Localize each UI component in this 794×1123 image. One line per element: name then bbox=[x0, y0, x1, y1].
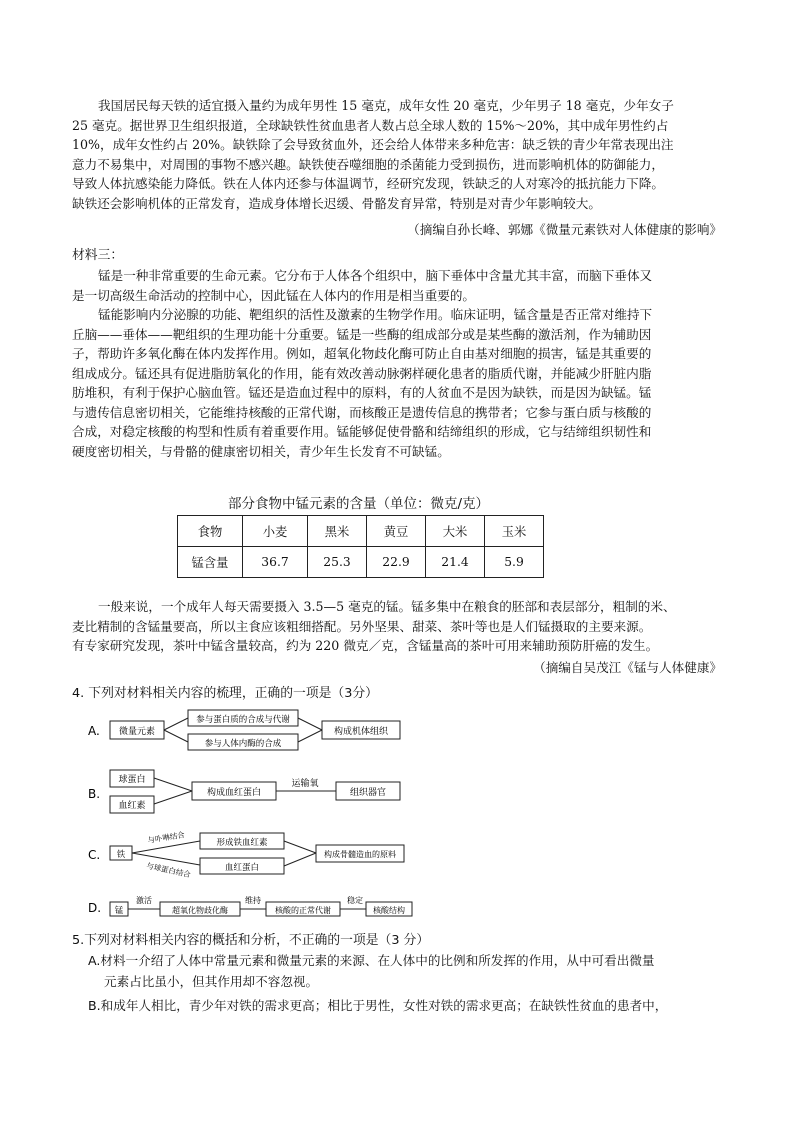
option-label: C. bbox=[88, 848, 101, 862]
edge-label: 稳定 bbox=[347, 896, 363, 905]
node-text: 球蛋白 bbox=[118, 775, 146, 785]
text-line: B.和成年人相比，青少年对铁的需求更高；相比于男性，女性对铁的需求更高；在缺铁性贫血的患者中， bbox=[88, 998, 668, 1013]
material3-heading: 材料三： bbox=[72, 248, 124, 263]
material3-paragraph-1 bbox=[72, 266, 722, 305]
edge-label: 激活 bbox=[136, 896, 152, 905]
material2-paragraph bbox=[72, 96, 722, 213]
table-cell: 5.9 bbox=[485, 547, 544, 578]
text-line: 意力不易集中，对周围的事物不感兴趣。缺铁使吞噬细胞的杀菌能力受到损伤，进而影响机体的防御能力， bbox=[72, 156, 664, 172]
node-text: 核酸结构 bbox=[373, 906, 405, 915]
q4-option-c[interactable] bbox=[88, 828, 418, 882]
manganese-table bbox=[177, 515, 544, 578]
text-line: 组成成分。锰还具有促进脂肪氧化的作用，能有效改善动脉粥样硬化患者的脂质代谢，并能减少肝脏内脂 bbox=[72, 365, 652, 381]
diagram-d bbox=[88, 894, 418, 920]
diagram-c bbox=[88, 828, 418, 878]
text-line: 合成，对稳定核酸的构型和性质有着重要作用。锰能够促使骨骼和结缔组织的形成，它与结缔组织韧性和 bbox=[72, 424, 652, 439]
material3-paragraph-2 bbox=[72, 305, 722, 461]
table-cell: 食物 bbox=[178, 516, 243, 547]
diagram-a bbox=[88, 708, 418, 754]
node-text: 超氧化物歧化酶 bbox=[172, 906, 228, 915]
edge-label: 与球蛋白结合 bbox=[145, 861, 192, 878]
q4-option-a[interactable] bbox=[88, 708, 418, 758]
text-line: 锰能影响内分泌腺的功能、靶组织的活性及激素的生物学作用。临床证明，锰含量是否正常对维持下 bbox=[98, 307, 653, 322]
option-label: D. bbox=[88, 901, 102, 915]
connector bbox=[164, 718, 188, 742]
table-cell: 锰含量 bbox=[178, 547, 243, 578]
q4-option-b[interactable] bbox=[88, 766, 418, 820]
table-cell: 小麦 bbox=[243, 516, 308, 547]
table-header-row bbox=[178, 516, 544, 547]
node-text: 构成骨髓造血的原料 bbox=[324, 850, 396, 859]
node-text: 锰 bbox=[114, 906, 124, 916]
node-text: 组织器官 bbox=[349, 788, 387, 798]
node-text: 核酸的正常代谢 bbox=[275, 906, 331, 915]
table-caption: 部分食物中锰元素的含量（单位：微克/克） bbox=[228, 496, 490, 512]
node-text: 血红蛋白 bbox=[224, 863, 260, 873]
node-text: 构成机体组织 bbox=[333, 727, 389, 737]
text-line: 子，帮助许多氧化酶在体内发挥作用。例如，超氧化物歧化酶可防止自由基对细胞的损害，锰是其重要的 bbox=[72, 346, 652, 361]
table-cell: 大米 bbox=[426, 516, 485, 547]
edge-label: 维持 bbox=[245, 896, 261, 905]
text-line: 元素占比虽小，但其作用却不容忽视。 bbox=[104, 974, 319, 989]
text-line: 麦比精制的含锰量要高，所以主食应该粗细搭配。另外坚果、甜菜、茶叶等也是人们锰摄取的主要来源。 bbox=[72, 618, 652, 634]
node-text: 参与蛋白质的合成与代谢 bbox=[196, 715, 290, 725]
material3-source: （摘编自吴茂江《锰与人体健康》 bbox=[533, 660, 722, 675]
table-cell: 21.4 bbox=[426, 547, 485, 578]
q5-option-b[interactable] bbox=[88, 995, 738, 1016]
text-line: 丘脑——垂体——靶组织的生理功能十分重要。锰是一些酶的组成部分或是某些酶的激活剂，作为辅助因 bbox=[72, 326, 652, 342]
text-line: 硬度密切相关，与骨骼的健康密切相关，青少年生长发育不可缺锰。 bbox=[72, 443, 450, 459]
table-cell: 黄豆 bbox=[367, 516, 426, 547]
option-label: A. bbox=[88, 724, 100, 738]
connector bbox=[154, 778, 192, 804]
node-text: 铁 bbox=[116, 850, 126, 860]
material3-paragraph-3 bbox=[72, 597, 722, 656]
node-text: 构成血红蛋白 bbox=[206, 788, 262, 798]
table-cell: 玉米 bbox=[485, 516, 544, 547]
q5-option-a[interactable] bbox=[88, 950, 738, 992]
question-5-stem: 5.下列对材料相关内容的概括和分析，不正确的一项是（3 分） bbox=[72, 933, 430, 948]
option-label: B. bbox=[88, 787, 101, 801]
table-cell: 黑米 bbox=[308, 516, 367, 547]
text-line: 缺铁还会影响机体的正常发育，造成身体增长迟缓、骨骼发育异常，特别是对青少年影响较大。 bbox=[72, 195, 601, 211]
question-4-stem: 4. 下列对材料相关内容的梳理，正确的一项是（3分） bbox=[72, 686, 378, 701]
text-line: 肪堆积，有利于保护心脑血管。锰还是造血过程中的原料，有的人贫血不是因为缺铁，而是因为缺锰。锰 bbox=[72, 385, 652, 400]
text-line: A.材料一介绍了人体中常量元素和微量元素的来源、在人体中的比例和所发挥的作用，从中可看出微量 bbox=[88, 953, 655, 968]
text-line: 我国居民每天铁的适宜摄入量约为成年男性 15 毫克，成年女性 20 毫克，少年男子 18 毫克，少年女子 bbox=[98, 98, 674, 113]
edge-label: 运输氧 bbox=[291, 779, 319, 789]
connector bbox=[284, 841, 316, 866]
table-cell: 36.7 bbox=[243, 547, 308, 578]
text-line: 导致人体抗感染能力降低。铁在人体内还参与体温调节，经研究发现，铁缺乏的人对寒冷的抵抗能力下降。 bbox=[72, 176, 664, 191]
node-text: 微量元素 bbox=[118, 727, 156, 737]
text-line: 锰是一种非常重要的生命元素。它分布于人体各个组织中，脑下垂体中含量尤其丰富，而脑下垂体又 bbox=[98, 268, 653, 283]
node-text: 形成铁血红素 bbox=[216, 838, 268, 848]
edge-label: 与卟啉结合 bbox=[146, 830, 186, 845]
text-line: 10%，成年女性约占 20%。缺铁除了会导致贫血外，还会给人体带来多种危害：缺乏铁的青少年常表现出注 bbox=[72, 137, 674, 152]
material2-source: （摘编自孙长峰、郭娜《微量元素铁对人体健康的影响》 bbox=[407, 222, 722, 237]
table-row bbox=[178, 547, 544, 578]
table-cell: 22.9 bbox=[367, 547, 426, 578]
node-text: 血红素 bbox=[118, 801, 146, 811]
text-line: 与遗传信息密切相关，它能维持核酸的正常代谢，而核酸正是遗传信息的携带者；它参与蛋白质与核酸的 bbox=[72, 404, 652, 420]
table-cell: 25.3 bbox=[308, 547, 367, 578]
text-line: 25 毫克。据世界卫生组织报道，全球缺铁性贫血患者人数占总全球人数的 15%～20%，其中成年男性约占 bbox=[72, 117, 669, 133]
connector bbox=[298, 718, 322, 742]
connector bbox=[132, 841, 200, 865]
text-line: 一般来说，一个成年人每天需要摄入 3.5—5 毫克的锰。锰多集中在粮食的胚部和表层部分，粗制的米、 bbox=[98, 599, 676, 614]
q4-option-d[interactable] bbox=[88, 894, 418, 924]
text-line: 有专家研究发现，茶叶中锰含量较高，约为 220 微克／克，含锰量高的茶叶可用来辅助预防肝癌的发生。 bbox=[72, 638, 659, 653]
diagram-b bbox=[88, 766, 418, 816]
text-line: 是一切高级生命活动的控制中心，因此锰在人体内的作用是相当重要的。 bbox=[72, 287, 475, 303]
node-text: 参与人体内酶的合成 bbox=[204, 739, 282, 749]
